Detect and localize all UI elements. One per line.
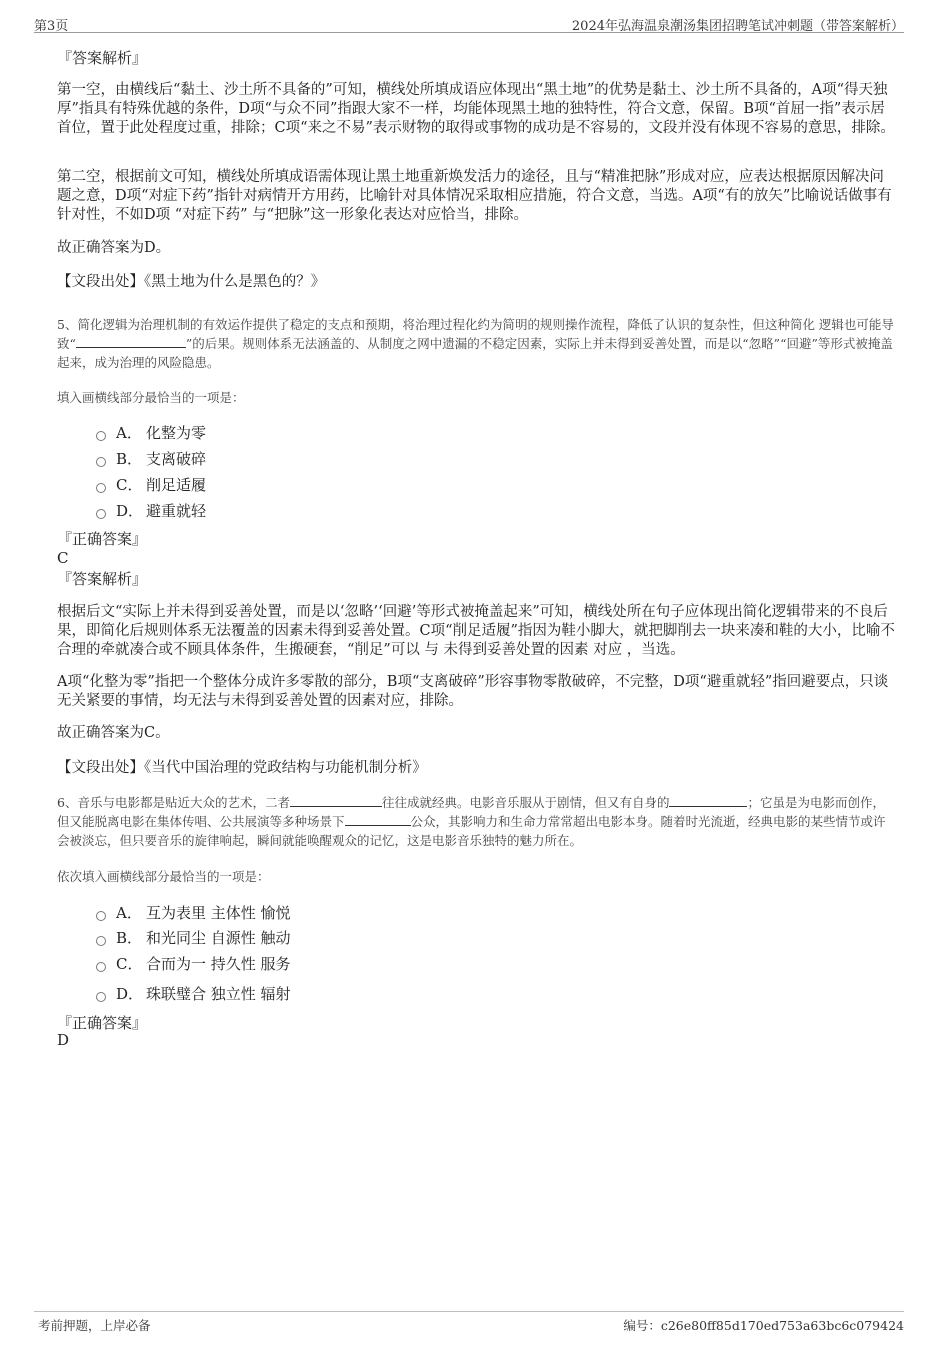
document-serial: 编号：c26e80ff85d170ed753a63bc6c079424 <box>623 1318 904 1333</box>
correct-answer-label: 『正确答案』 <box>57 1014 148 1032</box>
analysis-paragraph: 根据后文“实际上并未得到妥善处置，而是以‘忽略’‘回避’等形式被掩盖起来”可知，横线处所在句子应体现出简化逻辑带来的不良后果，即简化后规则体系无法覆盖的因素未得到妥善处置。C项“削足适履”指因为鞋小脚大，就把脚削去一块来凑和鞋的大小，比喻不合理的牵就凑合或不顾具体条件，生搬硬套，“削足”可以 与 未得到妥善处置的因素 对应 ，当选。 <box>57 604 895 658</box>
analysis-paragraph: 第一空，由横线后“黏土、沙土所不具备的”可知，横线处所填成语应体现出“黑土地”的优势是黏土、沙土所不具备的，A项“得天独厚”指具有特殊优越的条件，D项“与众不同”指跟大家不一样，均能体现黑土地的独特性，符合文意，保留。B项“首屈一指”表示居首位，置于此处程度过重，排除；C项“来之不易”表示财物的取得或事物的成功是不容易的，文段并没有体现不容易的意思，排除。 <box>57 82 895 136</box>
correct-answer: D <box>57 1031 70 1049</box>
correct-answer-label: 『正确答案』 <box>57 530 148 548</box>
document-title: 2024年弘海温泉潮汤集团招聘笔试冲刺题（带答案解析） <box>571 19 904 34</box>
option-d[interactable]: D． 避重就轻 <box>96 501 206 521</box>
question-6-stem: 6、音乐与电影都是贴近大众的艺术，二者 往往成就经典。电影音乐服从于剧情，但又有自身的 ；它虽是为电影而创作，但又能脱离电影在集体传唱、公共展演等多种场景下 公众，其影响力和生命力常常超出电影本身。随着时光流逝，经典电影的某些情节或许会被淡忘，但只要音乐的旋律响起，瞬间就能唤醒观众的记忆，这是电影音乐独特的魅力所在。 <box>57 795 886 848</box>
fill-blank <box>290 794 382 807</box>
answer-statement: 故正确答案为C。 <box>57 725 170 741</box>
option-c[interactable]: C． 削足适履 <box>96 475 206 495</box>
radio-icon[interactable] <box>96 936 106 946</box>
page-number: 第3页 <box>34 19 69 34</box>
radio-icon[interactable] <box>96 509 106 519</box>
radio-icon[interactable] <box>96 431 106 441</box>
analysis-paragraph: A项“化整为零”指把一个整体分成许多零散的部分，B项“支离破碎”形容事物零散破碎，不完整，D项“避重就轻”指回避要点，只谈无关紧要的事情，均无法与未得到妥善处置的因素对应，排除。 <box>57 674 889 709</box>
source-citation: 【文段出处】《当代中国治理的党政结构与功能机制分析》 <box>57 760 427 776</box>
question-5-stem: 5、简化逻辑为治理机制的有效运作提供了稳定的支点和预期，将治理过程化约为简明的规则操作流程，降低了认识的复杂性，但这种简化 逻辑也可能导致“ ”的后果。规则体系无法涵盖的、从制度之网中遗漏的不稳定因素，实际上并未得到妥善处置，而是以“忽略”“回避”等形式被掩盖起来，成为治理的风险隐患。 <box>57 317 894 370</box>
analysis-label: 『答案解析』 <box>57 49 148 67</box>
correct-answer: C <box>57 549 69 567</box>
radio-icon[interactable] <box>96 483 106 493</box>
analysis-paragraph: 第二空，根据前文可知，横线处所填成语需体现让黑土地重新焕发活力的途径，且与“精准把脉”形成对应，应表达根据原因解决问题之意，D项“对症下药”指针对病情开方用药，比喻针对具体情况采取相应措施，符合文意，当选。A项“有的放矢”比喻说话做事有针对性，不如D项 “对症下药” 与“把脉”这一形象化表达对应恰当，排除。 <box>57 169 892 223</box>
fill-blank <box>76 335 186 348</box>
option-b[interactable]: B． 和光同尘 自源性 触动 <box>96 928 291 948</box>
option-d[interactable]: D． 珠联璧合 独立性 辐射 <box>96 984 291 1004</box>
page-footer <box>34 1311 904 1340</box>
question-6-prompt: 依次填入画横线部分最恰当的一项是： <box>57 869 270 884</box>
page-header <box>34 10 904 33</box>
radio-icon[interactable] <box>96 457 106 467</box>
fill-blank <box>669 794 747 807</box>
question-5-prompt: 填入画横线部分最恰当的一项是： <box>57 390 245 405</box>
option-a[interactable]: A． 互为表里 主体性 愉悦 <box>96 903 291 923</box>
analysis-label: 『答案解析』 <box>57 570 148 588</box>
option-c[interactable]: C． 合而为一 持久性 服务 <box>96 954 291 974</box>
fill-blank <box>345 813 411 826</box>
option-a[interactable]: A． 化整为零 <box>96 423 206 443</box>
source-citation: 【文段出处】《黑土地为什么是黑色的？》 <box>57 274 326 290</box>
answer-statement: 故正确答案为D。 <box>57 240 171 256</box>
option-b[interactable]: B． 支离破碎 <box>96 449 206 469</box>
radio-icon[interactable] <box>96 911 106 921</box>
footer-slogan: 考前押题，上岸必备 <box>38 1318 151 1333</box>
radio-icon[interactable] <box>96 992 106 1002</box>
radio-icon[interactable] <box>96 962 106 972</box>
